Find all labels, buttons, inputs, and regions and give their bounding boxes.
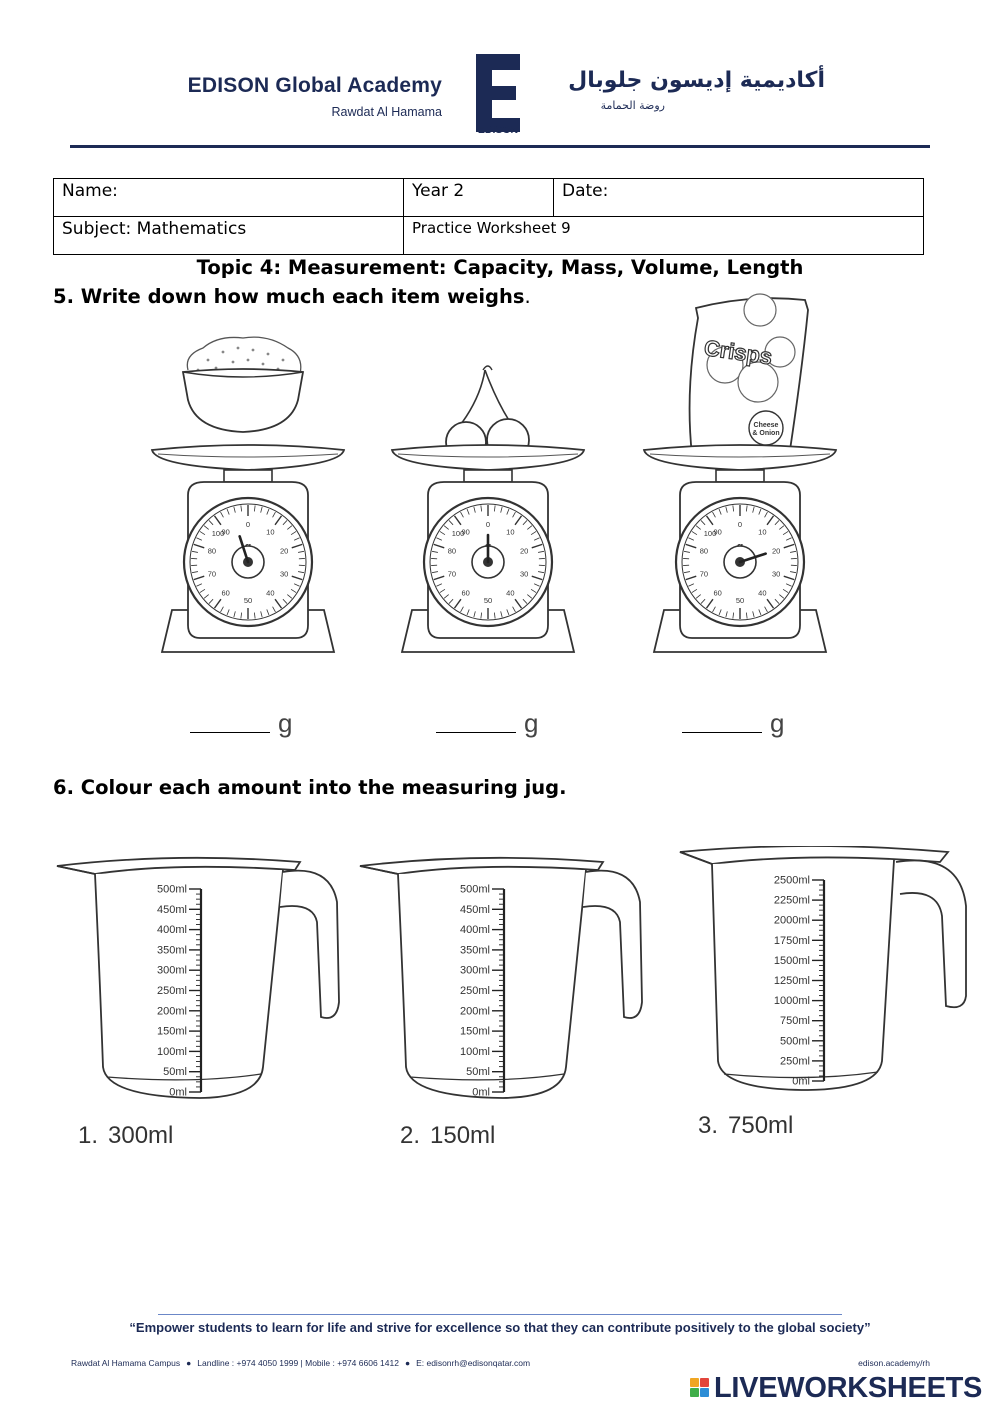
dial-label: 0 [485,520,491,529]
phone-numbers: Landline : +974 4050 1999 | Mobile : +974 6606 1412 [197,1358,399,1368]
dial-label: 20 [771,546,781,556]
jug-mark-label: 250ml [460,985,490,997]
jug-1-number: 1. [78,1122,99,1149]
liveworksheets-watermark[interactable] [690,1372,990,1406]
liveworksheets-logo-icon [690,1378,710,1402]
topic-title: Topic 4: Measurement: Capacity, Mass, Volume, Length [196,256,804,279]
jug-mark-label: 300ml [157,964,187,977]
answer-3[interactable] [682,710,792,740]
question-5-period: . [524,285,531,308]
brand-arabic: أكاديمية إديسون جلوبال [568,68,825,93]
jug-2-caption [400,1122,495,1150]
jug-1-amount: 300ml [108,1122,174,1149]
jug-mark-label: 2250ml [773,894,810,907]
jug-3[interactable] [678,846,970,1096]
contact-line [71,1358,530,1368]
dial-label: 60 [221,588,230,598]
jug-mark-label: 100ml [157,1045,187,1058]
scale-body [644,445,836,652]
year-cell: Year 2 [404,179,554,217]
crisps-flavour-2: & Onion [752,430,780,437]
jug-mark-label: 400ml [460,924,490,937]
dial-label: 100 [211,529,225,538]
school-name-english [180,74,442,119]
jug-mark-label: 2000ml [773,914,810,927]
header-divider [70,145,930,148]
jug-mark-label: 2500ml [773,874,810,887]
bullet-icon: ● [404,1358,411,1368]
dial-label: 80 [207,546,217,556]
jug-mark-label: 250ml [157,985,187,997]
jug-mark-label: 500ml [157,883,187,896]
liveworksheets-text: LIVEWORKSHEETS [714,1372,983,1404]
jug-mark-label: 50ml [466,1066,490,1079]
date-field[interactable]: Date: [554,179,924,217]
jug-mark-label: 50ml [163,1066,187,1079]
dial-label: 20 [519,546,529,556]
dial-label: 70 [447,569,457,579]
answer-2[interactable] [436,710,546,740]
jug-mark-label: 350ml [460,944,490,957]
dial-label: 40 [506,588,515,598]
dial-label: 30 [279,569,289,579]
dial-label: 60 [461,588,470,598]
scale-body [392,445,584,652]
answer-2-line[interactable] [436,732,516,733]
crisps-label: Crisps [702,335,774,370]
dial-label: 50 [735,596,745,605]
jug-mark-label: 100ml [460,1045,490,1058]
rice-bowl-icon [183,337,303,432]
dial-label: 50 [243,596,253,605]
scale-cherries [388,290,588,660]
name-field[interactable]: Name: [54,179,404,217]
dial-label: 90 [713,527,722,537]
subject-cell: Subject: Mathematics [54,217,404,255]
crisps-flavour-1: Cheese [753,422,779,429]
jug-mark-label: 750ml [780,1015,810,1028]
brand-arabic-campus: روضة الحمامة [600,99,665,112]
dial-label: 80 [699,546,709,556]
dial-label: 70 [699,569,709,579]
campus-name: Rawdat Al Hamama Campus [71,1358,181,1368]
answer-3-unit: g [770,708,785,738]
scale-crisps [640,290,840,660]
jug-mark-label: 300ml [460,964,490,977]
jug-mark-label: 250ml [780,1055,810,1068]
dial-label: 30 [519,569,529,579]
dial-label: 90 [221,527,230,537]
school-motto: “Empower students to learn for life and strive for excellence so that they can contribute positively to the global society” [129,1320,871,1335]
scale-body [152,445,344,652]
jug-mark-label: 1500ml [773,954,810,967]
student-info-table [53,178,924,255]
answer-1-line[interactable] [190,732,270,733]
jug-mark-label: 0ml [792,1075,810,1088]
logo-wordmark: EDISON [477,124,519,136]
jug-mark-label: 1750ml [773,934,810,947]
jug-mark-label: 400ml [157,924,187,937]
crisps-bag-icon [690,294,808,455]
jug-2-amount: 150ml [430,1122,496,1149]
dial-label: 40 [758,588,767,598]
jug-mark-label: 500ml [460,883,490,896]
dial-label: 70 [207,569,217,579]
dial-label: 20 [279,546,289,556]
brand-english-campus: Rawdat Al Hamama [331,105,442,119]
dial-label: 90 [461,527,470,537]
dial-label: 100 [703,529,717,538]
dial-label: 100 [451,529,465,538]
footer-divider [158,1314,842,1315]
worksheet-cell: Practice Worksheet 9 [404,217,924,255]
bullet-icon: ● [186,1358,192,1368]
jug-mark-label: 150ml [460,1025,490,1038]
email-address[interactable]: E: edisonrh@edisonqatar.com [416,1358,531,1368]
jug-mark-label: 200ml [460,1005,490,1018]
question-6-heading: 6. Colour each amount into the measuring jug. [53,776,567,799]
jug-mark-label: 1250ml [773,975,810,987]
answer-2-unit: g [524,708,539,738]
question-5-text: 5. Write down how much each item weighs [53,285,525,308]
jug-mark-label: 1000ml [773,995,810,1008]
jug-mark-label: 450ml [460,903,490,916]
dial-label: 0 [737,520,743,529]
dial-label: 0 [245,520,251,529]
dial-label: 10 [266,527,275,537]
dial-label: 10 [506,527,515,537]
dial-label: 30 [771,569,781,579]
dial-label: 60 [713,588,722,598]
jug-2[interactable] [358,852,648,1104]
jug-mark-label: 450ml [157,903,187,916]
jug-mark-label: 500ml [780,1035,810,1048]
jug-2-number: 2. [400,1122,421,1149]
answer-1-unit: g [278,708,293,738]
answer-3-line[interactable] [682,732,762,733]
dial-label: 10 [758,527,767,537]
jug-3-number: 3. [698,1112,719,1139]
jug-mark-label: 0ml [472,1086,490,1099]
jug-3-amount: 750ml [728,1112,794,1139]
scale-rice [148,290,348,660]
dial-label: 80 [447,546,457,556]
website-link[interactable]: edison.academy/rh [858,1358,930,1368]
jug-mark-label: 350ml [157,944,187,957]
jug-1-caption [78,1122,173,1150]
answer-1[interactable] [190,710,300,740]
jug-1[interactable] [55,852,345,1104]
dial-label: 50 [483,596,493,605]
jug-mark-label: 0ml [169,1086,187,1099]
jug-3-caption [698,1112,793,1140]
jug-mark-label: 150ml [157,1025,187,1038]
jug-mark-label: 200ml [157,1005,187,1018]
school-name-arabic [555,68,825,112]
brand-english: EDISON Global Academy [187,74,442,97]
dial-label: 40 [266,588,275,598]
